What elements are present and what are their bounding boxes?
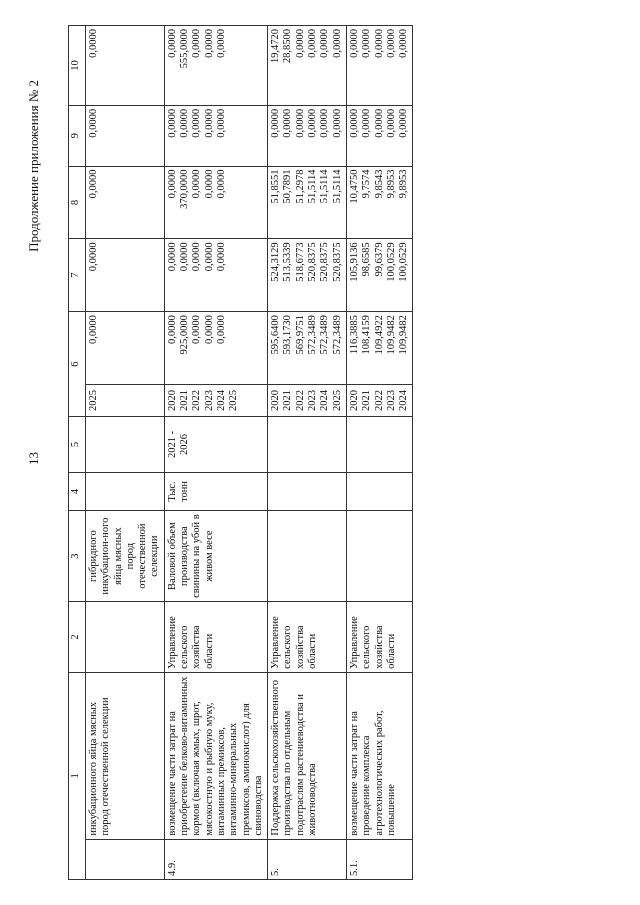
row-number — [86, 839, 165, 879]
col6-values-value: 569,9751 — [294, 315, 306, 355]
col8-values-value: 9,7574 — [361, 169, 373, 199]
col-header-5: 5 — [69, 417, 86, 473]
year-list — [164, 384, 267, 416]
col10-values-value: 28,8500 — [282, 29, 294, 64]
col9-values-value: 0,0000 — [191, 108, 203, 138]
col10-values-value: 555,0000 — [179, 29, 191, 69]
col10-values-value: 0,0000 — [385, 29, 397, 58]
col8-values — [346, 166, 412, 239]
row-number: 5. — [268, 839, 347, 879]
year-list-value: 2025 — [88, 390, 99, 412]
year-list-value: 2023 — [385, 390, 397, 412]
col10-values-value: 0,0000 — [215, 29, 227, 58]
col9-values-value: 0,0000 — [398, 108, 410, 138]
program-table — [68, 25, 413, 880]
col9-values-value: 0,0000 — [203, 108, 215, 138]
col6-values-value: 108,4159 — [361, 315, 373, 355]
measure-name: возмещение части затрат на приобретение белково-витаминных кормов (включая жмых, шрот, мясокостную и рыбную муку, витаминных премиксов, витаминно-минеральных премиксов, аминокислот) для свиноводства — [164, 672, 267, 839]
col7-values-value: 520,8375 — [307, 242, 319, 282]
col6-values-value: 0,0000 — [203, 315, 215, 344]
col6-values-value: 593,1730 — [282, 315, 294, 355]
col8-values-value: 51,5114 — [319, 169, 331, 204]
col6-values — [268, 312, 347, 385]
col-header-6: 6 — [69, 312, 86, 417]
measure-name: Поддержка сельскохозяйственного производства по отдельным подотраслям растениеводства и животноводства — [268, 672, 347, 839]
year-list-value: 2020 — [270, 390, 282, 412]
col9-values — [164, 105, 267, 166]
col8-values-value: 51,2978 — [294, 169, 306, 204]
year-list-value: 2023 — [307, 390, 319, 412]
col-header-1: 1 — [69, 672, 86, 879]
period — [346, 417, 412, 473]
row-number: 5.1. — [346, 839, 412, 879]
col7-values-value: 524,3129 — [270, 242, 282, 282]
year-list-value: 2021 — [282, 390, 294, 412]
measure-name: возмещение части затрат на проведение комплекса агротехнологических работ, повышение — [346, 672, 412, 839]
col10-values-value: 0,0000 — [361, 29, 373, 58]
col6-values-value: 572,3489 — [319, 315, 331, 355]
col7-values-value: 520,8375 — [331, 242, 343, 282]
col6-values — [86, 312, 165, 385]
col8-values — [268, 166, 347, 239]
col7-values — [268, 239, 347, 312]
col8-values-value: 9,8953 — [398, 169, 410, 199]
col9-values-value: 0,0000 — [179, 108, 191, 138]
col8-values-value: 0,0000 — [203, 169, 215, 199]
col10-values-value: 0,0000 — [373, 29, 385, 58]
col8-values-value: 50,7891 — [282, 169, 294, 204]
year-list-value: 2020 — [166, 390, 178, 412]
indicator-name — [346, 511, 412, 602]
row-number: 4.9. — [164, 839, 267, 879]
indicator-name: гибридного инкубацион-ного яйца мясных пород отечественной селекции — [86, 511, 165, 602]
col6-values-value: 0,0000 — [191, 315, 203, 344]
col7-values-value: 0,0000 — [215, 242, 227, 272]
col10-values — [268, 26, 347, 106]
indicator-name: Валовой объем производства свинины на убой в живом весе — [164, 511, 267, 602]
col8-values-value: 370,0000 — [179, 169, 191, 209]
executor: Управление сельского хозяйства области — [346, 602, 412, 673]
year-list-value: 2023 — [203, 390, 215, 412]
col9-values-value: 0,0000 — [361, 108, 373, 138]
col7-values — [346, 239, 412, 312]
col10-values-value: 0,0000 — [331, 29, 343, 58]
col8-values — [86, 166, 165, 239]
col8-values-value: 0,0000 — [88, 169, 99, 199]
col6-values — [164, 312, 267, 385]
col7-values — [164, 239, 267, 312]
period: 2021 - 2026 — [164, 417, 267, 473]
col10-values-value: 0,0000 — [348, 29, 360, 58]
col7-values-value: 98,6585 — [361, 242, 373, 277]
col9-values-value: 0,0000 — [373, 108, 385, 138]
executor: Управление сельского хозяйства области — [268, 602, 347, 673]
col9-values-value: 0,0000 — [270, 108, 282, 138]
col7-values-value: 513,5339 — [282, 242, 294, 282]
period — [86, 417, 165, 473]
table-row — [268, 26, 347, 880]
col10-values-value: 0,0000 — [294, 29, 306, 58]
col10-values-value: 0,0000 — [319, 29, 331, 58]
table-row — [346, 26, 412, 880]
col6-values-value: 0,0000 — [88, 315, 99, 344]
table-row — [86, 26, 165, 880]
col6-values-value: 116,3885 — [348, 315, 360, 355]
col7-values-value: 100,0529 — [398, 242, 410, 282]
col6-values-value: 572,3489 — [331, 315, 343, 355]
col7-values-value: 99,6379 — [373, 242, 385, 277]
col7-values-value: 520,8375 — [319, 242, 331, 282]
continuation-title: Продолжение приложения № 2 — [26, 80, 41, 252]
col6-values-value: 925,0000 — [179, 315, 191, 355]
col10-values — [164, 26, 267, 106]
unit: Тыс. тонн — [164, 472, 267, 510]
indicator-name — [268, 511, 347, 602]
col-header-2: 2 — [69, 602, 86, 673]
col9-values — [346, 105, 412, 166]
col7-values-value: 0,0000 — [203, 242, 215, 272]
col9-values-value: 0,0000 — [88, 108, 99, 138]
col9-values-value: 0,0000 — [215, 108, 227, 138]
year-list — [346, 384, 412, 416]
year-list-value: 2021 — [179, 390, 191, 412]
col-header-9: 9 — [69, 105, 86, 166]
col6-values-value: 572,3489 — [307, 315, 319, 355]
col10-values-value: 0,0000 — [88, 29, 99, 58]
page-number: 13 — [26, 452, 41, 465]
executor: Управление сельского хозяйства области — [164, 602, 267, 673]
year-list-value: 2024 — [215, 390, 227, 412]
col7-values-value: 105,9136 — [348, 242, 360, 282]
year-list-value: 2024 — [398, 390, 410, 412]
col10-values — [346, 26, 412, 106]
col8-values-value: 0,0000 — [215, 169, 227, 199]
col8-values — [164, 166, 267, 239]
year-list-value: 2022 — [373, 390, 385, 412]
year-list-value: 2022 — [294, 390, 306, 412]
table-body — [86, 26, 413, 880]
col8-values-value: 9,8543 — [373, 169, 385, 199]
col9-values-value: 0,0000 — [282, 108, 294, 138]
measure-name: инкубационного яйца мясных пород отечественной селекции — [86, 672, 165, 839]
col9-values-value: 0,0000 — [307, 108, 319, 138]
unit — [86, 472, 165, 510]
year-list-value: 2020 — [348, 390, 360, 412]
col8-values-value: 51,8551 — [270, 169, 282, 204]
col9-values — [268, 105, 347, 166]
col8-values-value: 9,8953 — [385, 169, 397, 199]
col6-values — [346, 312, 412, 385]
col7-values — [86, 239, 165, 312]
col6-values-value: 109,9482 — [398, 315, 410, 355]
col8-values-value: 51,5114 — [307, 169, 319, 204]
col-header-7: 7 — [69, 239, 86, 312]
year-list-value: 2025 — [331, 390, 343, 412]
year-list-value: 2025 — [228, 390, 240, 412]
year-list — [86, 384, 165, 416]
col6-values-value: 109,9482 — [385, 315, 397, 355]
col10-values-value: 0,0000 — [307, 29, 319, 58]
col10-values-value: 0,0000 — [191, 29, 203, 58]
unit — [268, 472, 347, 510]
executor — [86, 602, 165, 673]
col6-values-value: 109,4922 — [373, 315, 385, 355]
col6-values-value: 595,6400 — [270, 315, 282, 355]
unit — [346, 472, 412, 510]
col7-values-value: 0,0000 — [88, 242, 99, 272]
col7-values-value: 100,0529 — [385, 242, 397, 282]
col9-values-value: 0,0000 — [385, 108, 397, 138]
col-header-3: 3 — [69, 511, 86, 602]
col-header-4: 4 — [69, 472, 86, 510]
year-list — [268, 384, 347, 416]
col7-values-value: 0,0000 — [191, 242, 203, 272]
col8-values-value: 51,5114 — [331, 169, 343, 204]
col10-values-value: 0,0000 — [166, 29, 178, 58]
col10-values-value: 19,4720 — [270, 29, 282, 64]
col10-values-value: 0,0000 — [203, 29, 215, 58]
col8-values-value: 0,0000 — [166, 169, 178, 199]
col8-values-value: 0,0000 — [191, 169, 203, 199]
year-list-value: 2021 — [361, 390, 373, 412]
col9-values — [86, 105, 165, 166]
col9-values-value: 0,0000 — [331, 108, 343, 138]
col-header-8: 8 — [69, 166, 86, 239]
col-header-10: 10 — [69, 26, 86, 106]
col8-values-value: 10,4750 — [348, 169, 360, 204]
col10-values-value: 0,0000 — [398, 29, 410, 58]
table-row — [164, 26, 267, 880]
year-list-value: 2024 — [319, 390, 331, 412]
col9-values-value: 0,0000 — [166, 108, 178, 138]
col7-values-value: 518,6773 — [294, 242, 306, 282]
col6-values-value: 0,0000 — [166, 315, 178, 344]
col7-values-value: 0,0000 — [179, 242, 191, 272]
col9-values-value: 0,0000 — [294, 108, 306, 138]
col6-values-value: 0,0000 — [215, 315, 227, 344]
period — [268, 417, 347, 473]
column-number-row — [69, 26, 86, 880]
col7-values-value: 0,0000 — [166, 242, 178, 272]
col10-values — [86, 26, 165, 106]
col9-values-value: 0,0000 — [319, 108, 331, 138]
col9-values-value: 0,0000 — [348, 108, 360, 138]
year-list-value: 2022 — [191, 390, 203, 412]
